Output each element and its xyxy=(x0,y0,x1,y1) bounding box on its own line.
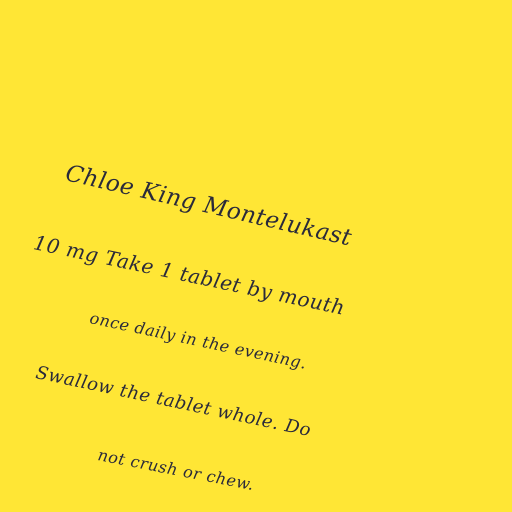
patient-and-drug-line: Chloe King Montelukast xyxy=(63,160,355,252)
swallow-instruction-line: Swallow the tablet whole. Do xyxy=(33,362,314,442)
warning-line: not crush or chew. xyxy=(96,445,256,495)
frequency-line: once daily in the evening. xyxy=(88,308,309,373)
dose-instruction-line: 10 mg Take 1 tablet by mouth xyxy=(31,230,348,320)
